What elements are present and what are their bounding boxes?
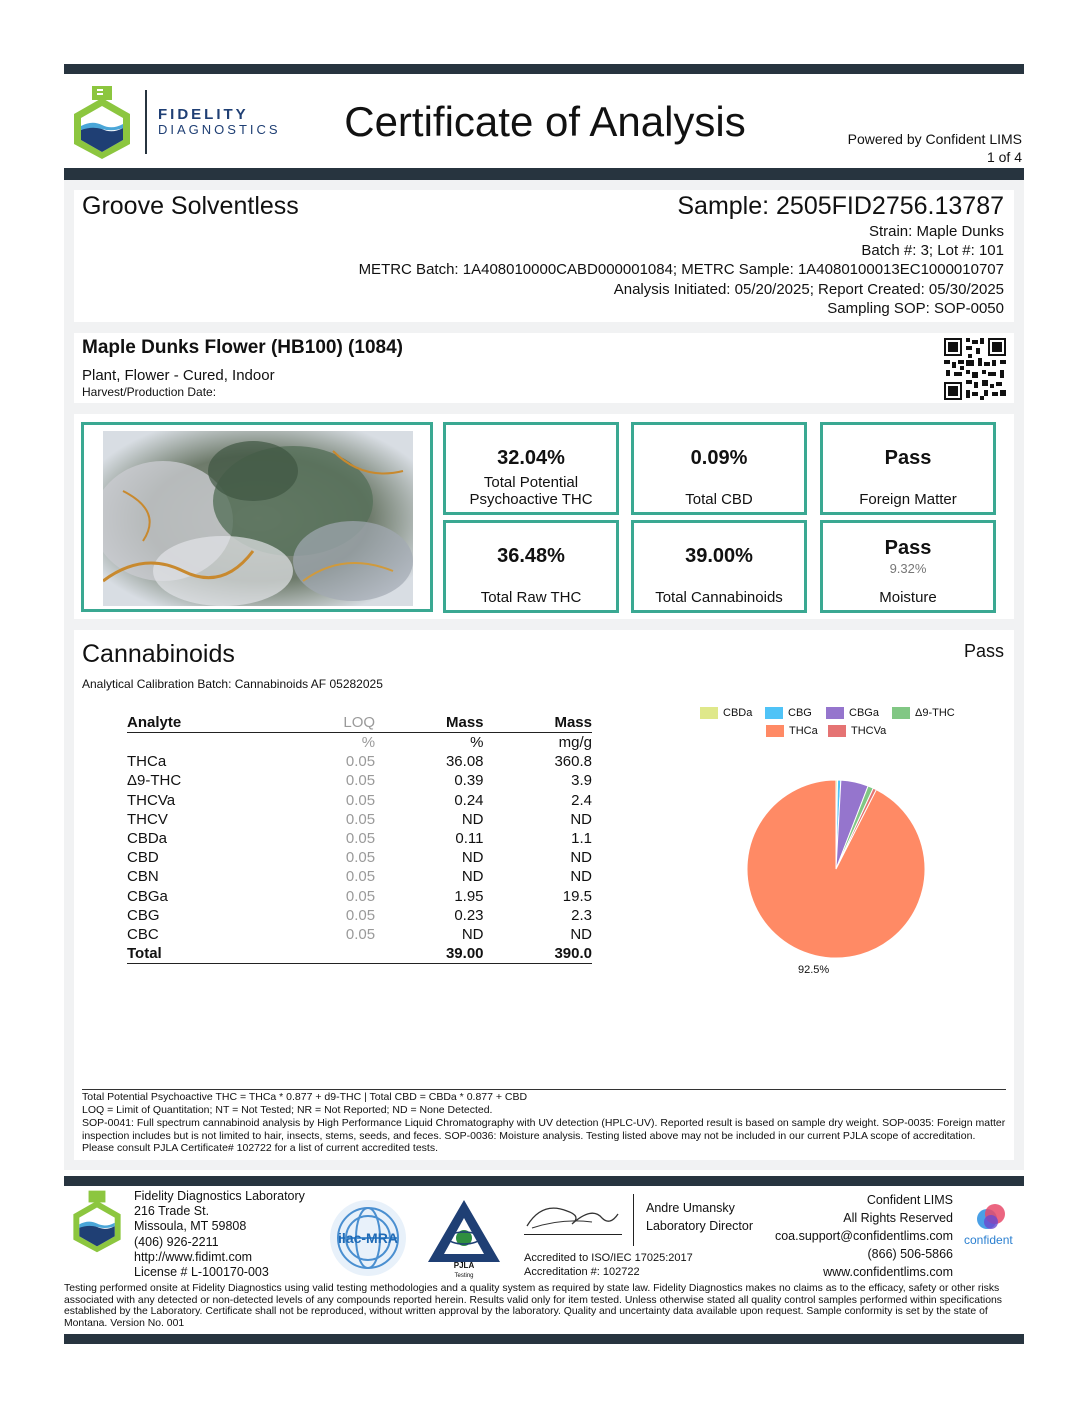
lab-address [134, 1189, 305, 1280]
table-row [127, 906, 592, 925]
mass-mg-cell: 19.5 [562, 887, 592, 905]
calibration-batch: Analytical Calibration Batch: Cannabinoids AF 05282025 [82, 677, 383, 691]
logo-subname: DIAGNOSTICS [158, 122, 281, 137]
mass-mg-cell: 2.4 [571, 791, 592, 809]
legend-swatch [892, 707, 910, 719]
mass-mg-cell: 360.8 [554, 753, 592, 771]
mass-pct-cell: 36.08 [445, 753, 484, 771]
confident-email[interactable]: coa.support@confidentlims.com [774, 1229, 953, 1243]
metric-card-total-cbd [631, 422, 807, 515]
unit-cell [127, 733, 284, 753]
metric-value: Pass [884, 537, 932, 559]
footnote-methods: SOP-0041: Full spectrum cannabinoid analysis by High Performance Liquid Chromatography with UV detection (HPLC-UV). Reported result is based on sample dry weight. SOP-0035: Foreign matter inspection includes but is not limited to hair, insects, stems, seeds, and feces. SOP-0036: Moisture analysis. Testing listed above may not be included in our current PJLA scope of accreditation. Please consult PJLA Certificate# 102722 for a list of current accredited tests. [82, 1117, 1006, 1154]
mass-mg-cell: 390.0 [484, 944, 592, 964]
product-name: Maple Dunks Flower (HB100) (1084) [82, 337, 403, 358]
legend-label: CBG [788, 707, 812, 719]
confident-logo-icon [974, 1202, 1010, 1232]
pie-slice-thca [747, 780, 925, 958]
loq-cell: 0.05 [345, 849, 376, 867]
col-mass-pct: Mass [375, 712, 483, 733]
legend-swatch [765, 707, 783, 719]
powered-by: Powered by Confident LIMS [847, 131, 1022, 147]
table-total-row [127, 944, 592, 964]
col-analyte: Analyte [127, 712, 284, 733]
analyte-cell: Total [127, 944, 284, 964]
legend-swatch [826, 707, 844, 719]
metric-label: Moisture [879, 589, 937, 606]
mass-mg-cell: ND [570, 868, 592, 886]
pjla-text: PJLA [453, 1261, 475, 1270]
table-header-row [127, 712, 592, 733]
legend-swatch [766, 725, 784, 737]
metric-value: 39.00% [685, 545, 753, 567]
legend-swatch [828, 725, 846, 737]
product-type: Plant, Flower - Cured, Indoor [82, 367, 275, 384]
mass-pct-cell: 0.39 [454, 772, 484, 790]
metric-value: 32.04% [497, 447, 565, 469]
legend-item [826, 707, 879, 719]
analyte-cell: CBD [127, 849, 159, 867]
units-row [127, 733, 592, 753]
mass-pct-cell: ND [461, 849, 484, 867]
batch-lot: Batch #: 3; Lot #: 101 [861, 242, 1004, 259]
loq-cell: 0.05 [345, 868, 376, 886]
mass-mg-cell: 2.3 [571, 906, 592, 924]
mass-pct-cell: 1.95 [454, 887, 484, 905]
confident-phone: (866) 506-5866 [867, 1247, 953, 1261]
lab-phone: (406) 926-2211 [134, 1234, 219, 1249]
mass-pct-cell: 0.24 [454, 791, 484, 809]
analyte-cell: CBGa [127, 887, 168, 905]
analyte-cell: CBG [127, 906, 160, 924]
metric-card-total-cannabinoids [631, 520, 807, 613]
header-bottom-bar [64, 168, 1024, 180]
confident-info [775, 1191, 953, 1281]
legend-label: CBGa [849, 707, 879, 719]
metric-label: Total Potential Psychoactive THC [469, 474, 593, 508]
fidelity-footer-logo-icon [70, 1188, 124, 1254]
analyte-cell: THCa [127, 753, 167, 771]
footnote-thc-formula: Total Potential Psychoactive THC = THCa * 0.877 + d9-THC | Total CBD = CBDa * 0.877 + CBD [82, 1091, 528, 1103]
table-row [127, 887, 592, 906]
product-image-frame [81, 422, 433, 612]
disclaimer: Testing performed onsite at Fidelity Diagnostics using valid testing methodologies and a quality system as required by state law. Fidelity Diagnostics makes no claims as to the efficacy, safety or other risks associated with any detected or non-detected levels of any compounds reported herein. Results valid only for item tested. Unless otherwise stated all quality control samples performed within specifications established by the Laboratory. Certificate shall not be reproduced, without written approval by the laboratory. Quality and uncertainty data available upon request. Sample conformity is set by the state of Montana. Version No. 001 [64, 1283, 1002, 1329]
section-title: Cannabinoids [82, 640, 235, 668]
metric-value: 0.09% [690, 447, 748, 469]
metric-label: Total Raw THC [480, 589, 582, 606]
analyte-cell: Δ9-THC [127, 772, 182, 790]
metric-label: Total CBD [685, 491, 753, 508]
mass-mg-cell: ND [570, 925, 592, 943]
mass-pct-cell: 0.23 [454, 906, 484, 924]
loq-cell: 0.05 [345, 810, 376, 828]
metric-value: 36.48% [497, 545, 565, 567]
top-bar [64, 64, 1024, 74]
signature-divider [633, 1194, 634, 1246]
loq-cell: 0.05 [345, 753, 376, 771]
client-panel [74, 190, 1014, 322]
mass-pct-cell: ND [461, 925, 484, 943]
mass-pct-cell: 0.11 [455, 830, 484, 848]
metric-label: Foreign Matter [859, 491, 957, 508]
table-row [127, 752, 592, 771]
loq-cell [284, 944, 376, 964]
page-number: 1 of 4 [986, 149, 1022, 165]
loq-cell: 0.05 [345, 925, 376, 943]
loq-cell: 0.05 [345, 906, 376, 924]
product-photo [103, 431, 413, 606]
pjla-logo-icon [426, 1196, 502, 1280]
metrc-info: METRC Batch: 1A408010000CABD000001084; METRC Sample: 1A4080100013EC1000010707 [358, 261, 1004, 278]
loq-cell: 0.05 [345, 772, 376, 790]
cannabinoid-pie-chart [745, 778, 927, 960]
qr-code-icon[interactable] [942, 336, 1008, 402]
lab-city: Missoula, MT 59808 [134, 1219, 247, 1234]
loq-cell: 0.05 [345, 830, 376, 848]
metric-card-moisture [820, 520, 996, 613]
cannabinoids-table [127, 712, 592, 964]
loq-cell: 0.05 [345, 887, 376, 905]
fidelity-logo-icon [70, 84, 134, 160]
mass-mg-cell: 3.9 [571, 772, 592, 790]
confident-logo-text: confident [964, 1233, 1013, 1247]
legend-label: Δ9-THC [915, 707, 955, 719]
sampling-sop: Sampling SOP: SOP-0050 [827, 300, 1004, 317]
metric-value: Pass [884, 447, 932, 469]
mass-mg-cell: ND [570, 849, 592, 867]
director-title: Laboratory Director [646, 1219, 753, 1233]
analyte-cell: THCV [127, 810, 168, 828]
product-panel [74, 333, 1014, 403]
table-row [127, 810, 592, 829]
table-row [127, 867, 592, 886]
lab-name: Fidelity Diagnostics Laboratory [134, 1189, 305, 1203]
harvest-date: Harvest/Production Date: [82, 385, 217, 399]
logo-name: FIDELITY [158, 106, 249, 123]
mass-pct-cell: 39.00 [375, 944, 483, 964]
lab-street: 216 Trade St. [134, 1204, 210, 1219]
confident-website[interactable]: www.confidentlims.com [823, 1265, 953, 1279]
table-row [127, 771, 592, 790]
signature-line [524, 1234, 622, 1235]
analysis-dates: Analysis Initiated: 05/20/2025; Report Created: 05/30/2025 [613, 281, 1004, 298]
table-row [127, 925, 592, 944]
accreditation-number: Accreditation #: 102722 [524, 1266, 640, 1278]
unit-cell: % [361, 734, 376, 752]
mass-mg-cell: ND [570, 810, 592, 828]
table-row [127, 829, 592, 848]
page-title: Certificate of Analysis [344, 98, 746, 145]
metric-card-total-thc [443, 422, 619, 515]
mass-mg-cell: 1.1 [571, 830, 592, 848]
legend-item [700, 707, 752, 719]
legend-item [828, 725, 886, 737]
ilac-text: ilac-MRA [338, 1230, 398, 1246]
mass-pct-cell: ND [461, 810, 484, 828]
director-signature [522, 1196, 622, 1236]
analyte-cell: CBDa [127, 830, 168, 848]
metric-card-total-raw-thc [443, 520, 619, 613]
analyte-cell: CBC [127, 925, 159, 943]
lab-website[interactable]: http://www.fidimt.com [134, 1249, 253, 1264]
pjla-subtext: Testing [454, 1273, 474, 1279]
pie-slice-label: 92.5% [798, 964, 830, 976]
legend-label: THCa [789, 725, 818, 737]
unit-cell: % [470, 734, 484, 752]
director-name: Andre Umansky [646, 1201, 735, 1215]
footer-top-bar [64, 1176, 1024, 1186]
legend-swatch [700, 707, 718, 719]
col-loq: LOQ [284, 712, 376, 733]
analyte-cell: THCVa [127, 791, 176, 809]
table-row [127, 848, 592, 867]
analyte-cell: CBN [127, 868, 159, 886]
legend-label: THCVa [851, 725, 887, 737]
iso-accreditation: Accredited to ISO/IEC 17025:2017 [524, 1252, 693, 1264]
strain: Strain: Maple Dunks [868, 223, 1004, 240]
loq-cell: 0.05 [345, 791, 376, 809]
legend-item [766, 725, 818, 737]
ilac-mra-logo-icon [328, 1198, 408, 1278]
confident-rights: All Rights Reserved [843, 1211, 953, 1225]
lab-license: License # L-100170-003 [134, 1265, 269, 1280]
metric-label: Total Cannabinoids [655, 589, 783, 606]
unit-cell: mg/g [558, 734, 592, 752]
confident-name: Confident LIMS [866, 1193, 953, 1207]
col-mass-mg: Mass [484, 712, 592, 733]
logo-divider [145, 90, 147, 154]
mass-pct-cell: ND [461, 868, 484, 886]
legend-label: CBDa [723, 707, 753, 719]
footnote-rule [82, 1089, 1006, 1090]
metric-subvalue: 9.32% [889, 561, 927, 576]
footer-bottom-bar [64, 1334, 1024, 1344]
summary-panel [74, 414, 1014, 619]
sample-id: Sample: 2505FID2756.13787 [677, 192, 1004, 220]
legend-item [892, 707, 955, 719]
legend-item [765, 707, 812, 719]
section-status: Pass [963, 641, 1004, 661]
table-row [127, 791, 592, 810]
footnote-abbreviations: LOQ = Limit of Quantitation; NT = Not Tested; NR = Not Reported; ND = None Detected. [82, 1104, 493, 1116]
client-name: Groove Solventless [82, 192, 299, 220]
metric-card-foreign-matter [820, 422, 996, 515]
